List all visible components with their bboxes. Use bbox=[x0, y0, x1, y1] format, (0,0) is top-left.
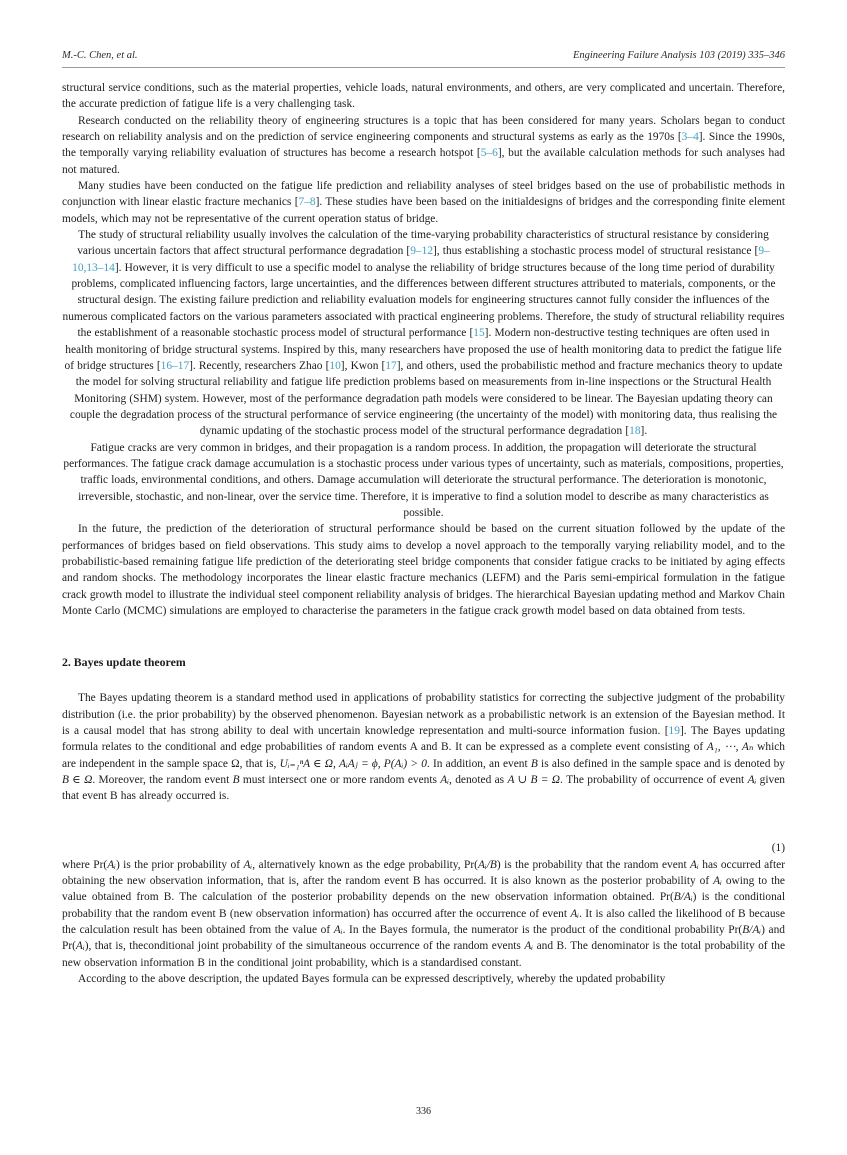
paragraph-steel-bridge-studies bbox=[62, 178, 785, 227]
paragraph-structural-reliability bbox=[62, 227, 785, 439]
citation-link[interactable]: 7–8 bbox=[298, 196, 316, 209]
citation-link[interactable]: 16–17 bbox=[160, 359, 190, 372]
body-text: ]. Recently, researchers Zhao [ bbox=[189, 359, 330, 372]
body-text: and B. The denominator is the total probability of the new observation information B in the conditional joint probability, which is a standardised constant. bbox=[62, 940, 785, 969]
equation-number: (1) bbox=[771, 842, 785, 855]
body-text: given that event B has already occurred is. bbox=[62, 774, 785, 803]
body-text: ], thus establishing a stochastic process model of structural resistance [ bbox=[433, 245, 759, 258]
math-inline: Aᵢ bbox=[713, 875, 722, 888]
math-inline: B bbox=[232, 774, 240, 787]
body-text: where Pr( bbox=[62, 858, 108, 871]
header-rule bbox=[62, 67, 785, 68]
body-text: ]. The Bayes updating formula relates to the conditional and edge probabilities of random events A and B. It can be expressed as a complete event consisting of bbox=[62, 725, 785, 754]
body-text: . It is also called the likelihood of B because the calculation result has been obtained from the value of bbox=[62, 907, 786, 937]
math-inline: Aᵢ bbox=[440, 774, 450, 787]
body-text: which are independent in the sample space Ω, that is, bbox=[62, 741, 785, 770]
body-text: is also defined in the sample space and is denoted by bbox=[537, 757, 785, 770]
header-journal: Engineering Failure Analysis 103 (2019) 335–346 bbox=[572, 50, 785, 61]
citation-link[interactable]: 9–12 bbox=[410, 245, 434, 258]
body-text: . In addition, an event bbox=[426, 757, 531, 770]
body-text: ]. bbox=[640, 425, 648, 438]
citation-link[interactable]: 17 bbox=[385, 359, 397, 372]
body-text: Research conducted on the reliability theory of engineering structures is a topic that has been considered for many years. Scholars began to conduct research on reliability analysis and on the prediction of service engineering components and structural systems as early as the 1970s [ bbox=[62, 114, 785, 144]
math-inline: Aᵢ bbox=[524, 940, 534, 953]
body-text: Fatigue cracks are very common in bridges, and their propagation is a random process. In addition, the propagation will deteriorate the structural performances. The fatigue crack damage accumulation is a stochastic process under various types of uncertainty, such as materials, compositions, properties, traffic loads, environmental conditions, and others. Damage accumulation will deteriorate the structural performance. The deterioration is monotonic, irreversible, stochastic, and non-linear, over the service time. Therefore, it is imperative to find a solution model to describe as many characteristics as possible. bbox=[63, 441, 784, 519]
body-text: . The probability of occurrence of event bbox=[560, 774, 748, 787]
body-text: ], but the available calculation methods for such analyses had not matured. bbox=[62, 147, 785, 176]
paragraph-research-history bbox=[62, 113, 785, 178]
body-text: ], Kwon [ bbox=[340, 359, 386, 372]
body-text: ]. These studies have been based on the initialdesigns of bridges and the corresponding finite element models, which may not be representative of the current operation status of bridge. bbox=[62, 196, 785, 225]
body-text: , alternatively known as the edge probability, Pr( bbox=[252, 858, 478, 871]
page-footer bbox=[0, 1106, 847, 1117]
section-heading: 2. Bayes update theorem bbox=[62, 655, 186, 670]
math-inline: B/Aᵢ bbox=[673, 891, 693, 904]
math-inline: A ∪ B = Ω bbox=[507, 774, 561, 787]
body-text: ]. Since the 1990s, the temporally varying reliability evaluation of structures has become a research hotspot [ bbox=[62, 131, 785, 160]
math-inline: Aᵢ bbox=[690, 858, 699, 871]
paragraph-bayes-theorem bbox=[62, 690, 785, 804]
math-inline: B ∈ Ω bbox=[62, 774, 93, 787]
citation-link[interactable]: 5–6 bbox=[480, 147, 498, 160]
paragraph-future-prediction bbox=[62, 521, 785, 619]
body-text: According to the above description, the updated Bayes formula can be expressed descriptively, whereby the updated probability bbox=[78, 973, 666, 986]
citation-link[interactable]: 10 bbox=[329, 359, 341, 372]
body-text: In the future, the prediction of the deterioration of structural performance should be based on the current situation followed by the update of the performances of bridges based on field observations. This study aims to develop a novel approach to the temporally varying reliability model, and to the probabilistic-based remaining fatigue life prediction of the deteriorating steel bridge components that consider fatigue cracks to be initiated by aging effects and random shocks. The methodology incorporates the linear elastic fracture mechanics (LEFM) and the Paris semi-empirical formulation in the fatigue crack growth model to illustrate the individual steel component reliability analysis of bridges. The hierarchical Bayesian updating method and Markov Chain Monte Carlo (MCMC) simulations are employed to characterise the parameters in the fatigue crack growth model based on data obtained from tests. bbox=[62, 523, 785, 617]
body-text: ], and others, used the probabilistic method and fracture mechanics theory to update the model for solving structural reliability and fatigue life prediction problems based on measurements from in-line inspections or the Structural Health Monitoring (SHM) system. However, most of the performance degradation path models were considered to be linear. The Bayesian updating theory can couple the degradation process of the structural performance of service engineering (the uncertainty of the model) with monitoring data, thus realising the dynamic updating of the stochastic process model of the structural performance degradation [ bbox=[69, 359, 783, 438]
body-text: , denoted as bbox=[449, 774, 508, 787]
paragraph-where-prior bbox=[62, 857, 785, 971]
math-inline: Aᵢ bbox=[107, 858, 116, 871]
body-text: ), that is, theconditional joint probability of the simultaneous occurrence of the random events bbox=[84, 940, 525, 953]
page-header bbox=[62, 50, 785, 61]
math-inline: Aᵢ bbox=[747, 774, 757, 787]
citation-link[interactable]: 9–10,13–14 bbox=[72, 245, 770, 274]
body-text: ) is the prior probability of bbox=[115, 858, 244, 871]
body-text: . In the Bayes formula, the numerator is the product of the conditional probability Pr( bbox=[342, 924, 743, 937]
math-inline: A₁, ⋯, Aₙ bbox=[706, 741, 754, 754]
body-text: . Moreover, the random event bbox=[92, 774, 233, 787]
body-text: has occurred after obtaining the new observation information, that is, after the random event B has occurred. It is also known as the posterior probability of bbox=[62, 858, 785, 888]
math-inline: Aᵢ bbox=[243, 858, 253, 871]
paragraph-fatigue-cracks bbox=[62, 440, 785, 522]
math-inline: B bbox=[530, 757, 538, 770]
citation-link[interactable]: 18 bbox=[629, 425, 641, 438]
math-inline: Aᵢ bbox=[570, 907, 580, 920]
body-text: The study of structural reliability usually involves the calculation of the time-varying probability characteristics of structural resistance by considering various uncertain factors that affect structural performance degradation [ bbox=[77, 229, 769, 258]
math-inline: Uᵢ₌₁ⁿA ∈ Ω, AᵢAⱼ = ϕ, P(Aᵢ) > 0 bbox=[279, 757, 427, 770]
body-text: ]. However, it is very difficult to use a specific model to analyse the reliability of bridge structures because of the long time period of durability problems, complicated influencing factors, large uncertainties, and the differences between different structures attributed to materials, components, or the structural design. The existing failure prediction and reliability evaluation models for engineering structures cannot fully consider the influences of the numerous complicated factors on the various parameters associated with practical engineering problems. Therefore, the study of structural reliability requires the establishment of a reasonable stochastic process model of structural performance [ bbox=[62, 261, 785, 340]
header-authors: M.-C. Chen, et al. bbox=[62, 50, 138, 61]
math-inline: B/Aᵢ bbox=[742, 924, 762, 937]
citation-link[interactable]: 19 bbox=[668, 725, 680, 738]
math-inline: Aᵢ bbox=[75, 940, 85, 953]
page-number: 336 bbox=[416, 1106, 431, 1117]
body-text: The Bayes updating theorem is a standard method used in applications of probability statistics for correcting the subjective judgment of the probability distribution (i.e. the prior probability) by the observed phenomenon. Bayesian network as a probabilistic network is an extension of the Bayesian method. It is a causal model that has strong ability to deal with uncertain knowledge representation and multi-source information fusion. [ bbox=[62, 692, 785, 738]
citation-link[interactable]: 3–4 bbox=[681, 131, 699, 144]
paragraph-intro-continuation bbox=[62, 80, 785, 113]
body-text: ) is the conditional probability that the random event B (new observation information) has occurred after the occurrence of event bbox=[62, 891, 786, 920]
body-text: ]. Modern non-destructive testing techniques are often used in health monitoring of bridge structural systems. Inspired by this, many researchers have proposed the use of health monitoring data to predict the fatigue life of bridge structures [ bbox=[64, 327, 782, 372]
body-text: Many studies have been conducted on the fatigue life prediction and reliability analyses of steel bridges based on the use of probabilistic methods in conjunction with linear elastic fracture mechanics [ bbox=[62, 180, 785, 209]
body-text: owing to the value obtained from B. The calculation of the posterior probability depends on the new observation information obtained. Pr( bbox=[62, 875, 785, 904]
math-inline: Aᵢ bbox=[333, 924, 343, 937]
paragraph-according-description bbox=[62, 971, 785, 987]
body-text: ) is the probability that the random event bbox=[496, 858, 691, 871]
body-text: structural service conditions, such as the material properties, vehicle loads, natural environments, and others, are very complicated and uncertain. Therefore, the accurate prediction of fatigue life is a very challenging task. bbox=[62, 82, 785, 111]
equation-block bbox=[62, 805, 785, 857]
article-body bbox=[62, 80, 785, 988]
citation-link[interactable]: 15 bbox=[473, 327, 485, 340]
math-inline: Aᵢ/B bbox=[477, 858, 497, 871]
body-text: ) and Pr( bbox=[62, 924, 785, 953]
body-text: must intersect one or more random events bbox=[239, 774, 441, 787]
